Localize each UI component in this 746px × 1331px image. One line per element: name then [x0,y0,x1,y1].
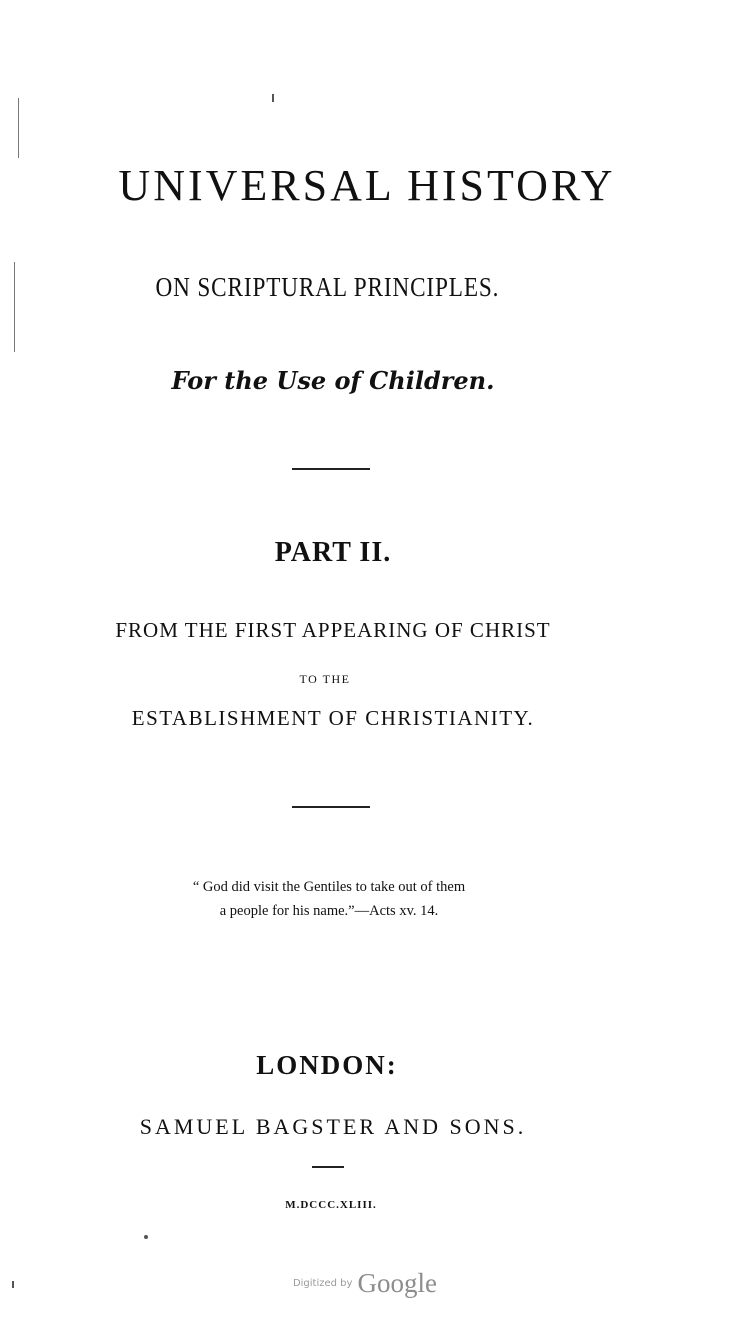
scope-line: ESTABLISHMENT OF CHRISTIANITY. [131,706,535,730]
imprint-publisher: SAMUEL BAGSTER AND SONS. [139,1114,527,1139]
book-title: UNIVERSAL HISTORY [118,161,616,210]
imprint-year: M.DCCC.XLIII. [285,1199,377,1211]
epigraph-line: “ God did visit the Gentiles to take out of them [192,879,466,895]
scan-speck [144,1235,148,1239]
divider-rule [312,1166,344,1168]
watermark-prefix: Digitized by [292,1278,353,1289]
divider-rule [292,806,370,808]
scan-margin-mark [18,98,19,158]
digitization-watermark [0,1268,738,1299]
divider-rule [292,468,370,470]
scope-line: FROM THE FIRST APPEARING OF CHRIST [115,618,551,642]
scan-speck [272,94,274,102]
google-logo: Google [357,1268,438,1298]
imprint-city: LONDON: [256,1050,398,1080]
part-number: PART II. [274,537,392,568]
book-subtitle: ON SCRIPTURAL PRINCIPLES. [155,272,500,302]
epigraph-line: a people for his name.”—Acts xv. 14. [219,903,439,919]
scope-connector: TO THE [299,672,351,686]
audience-line: For the Use of Children. [171,366,495,395]
